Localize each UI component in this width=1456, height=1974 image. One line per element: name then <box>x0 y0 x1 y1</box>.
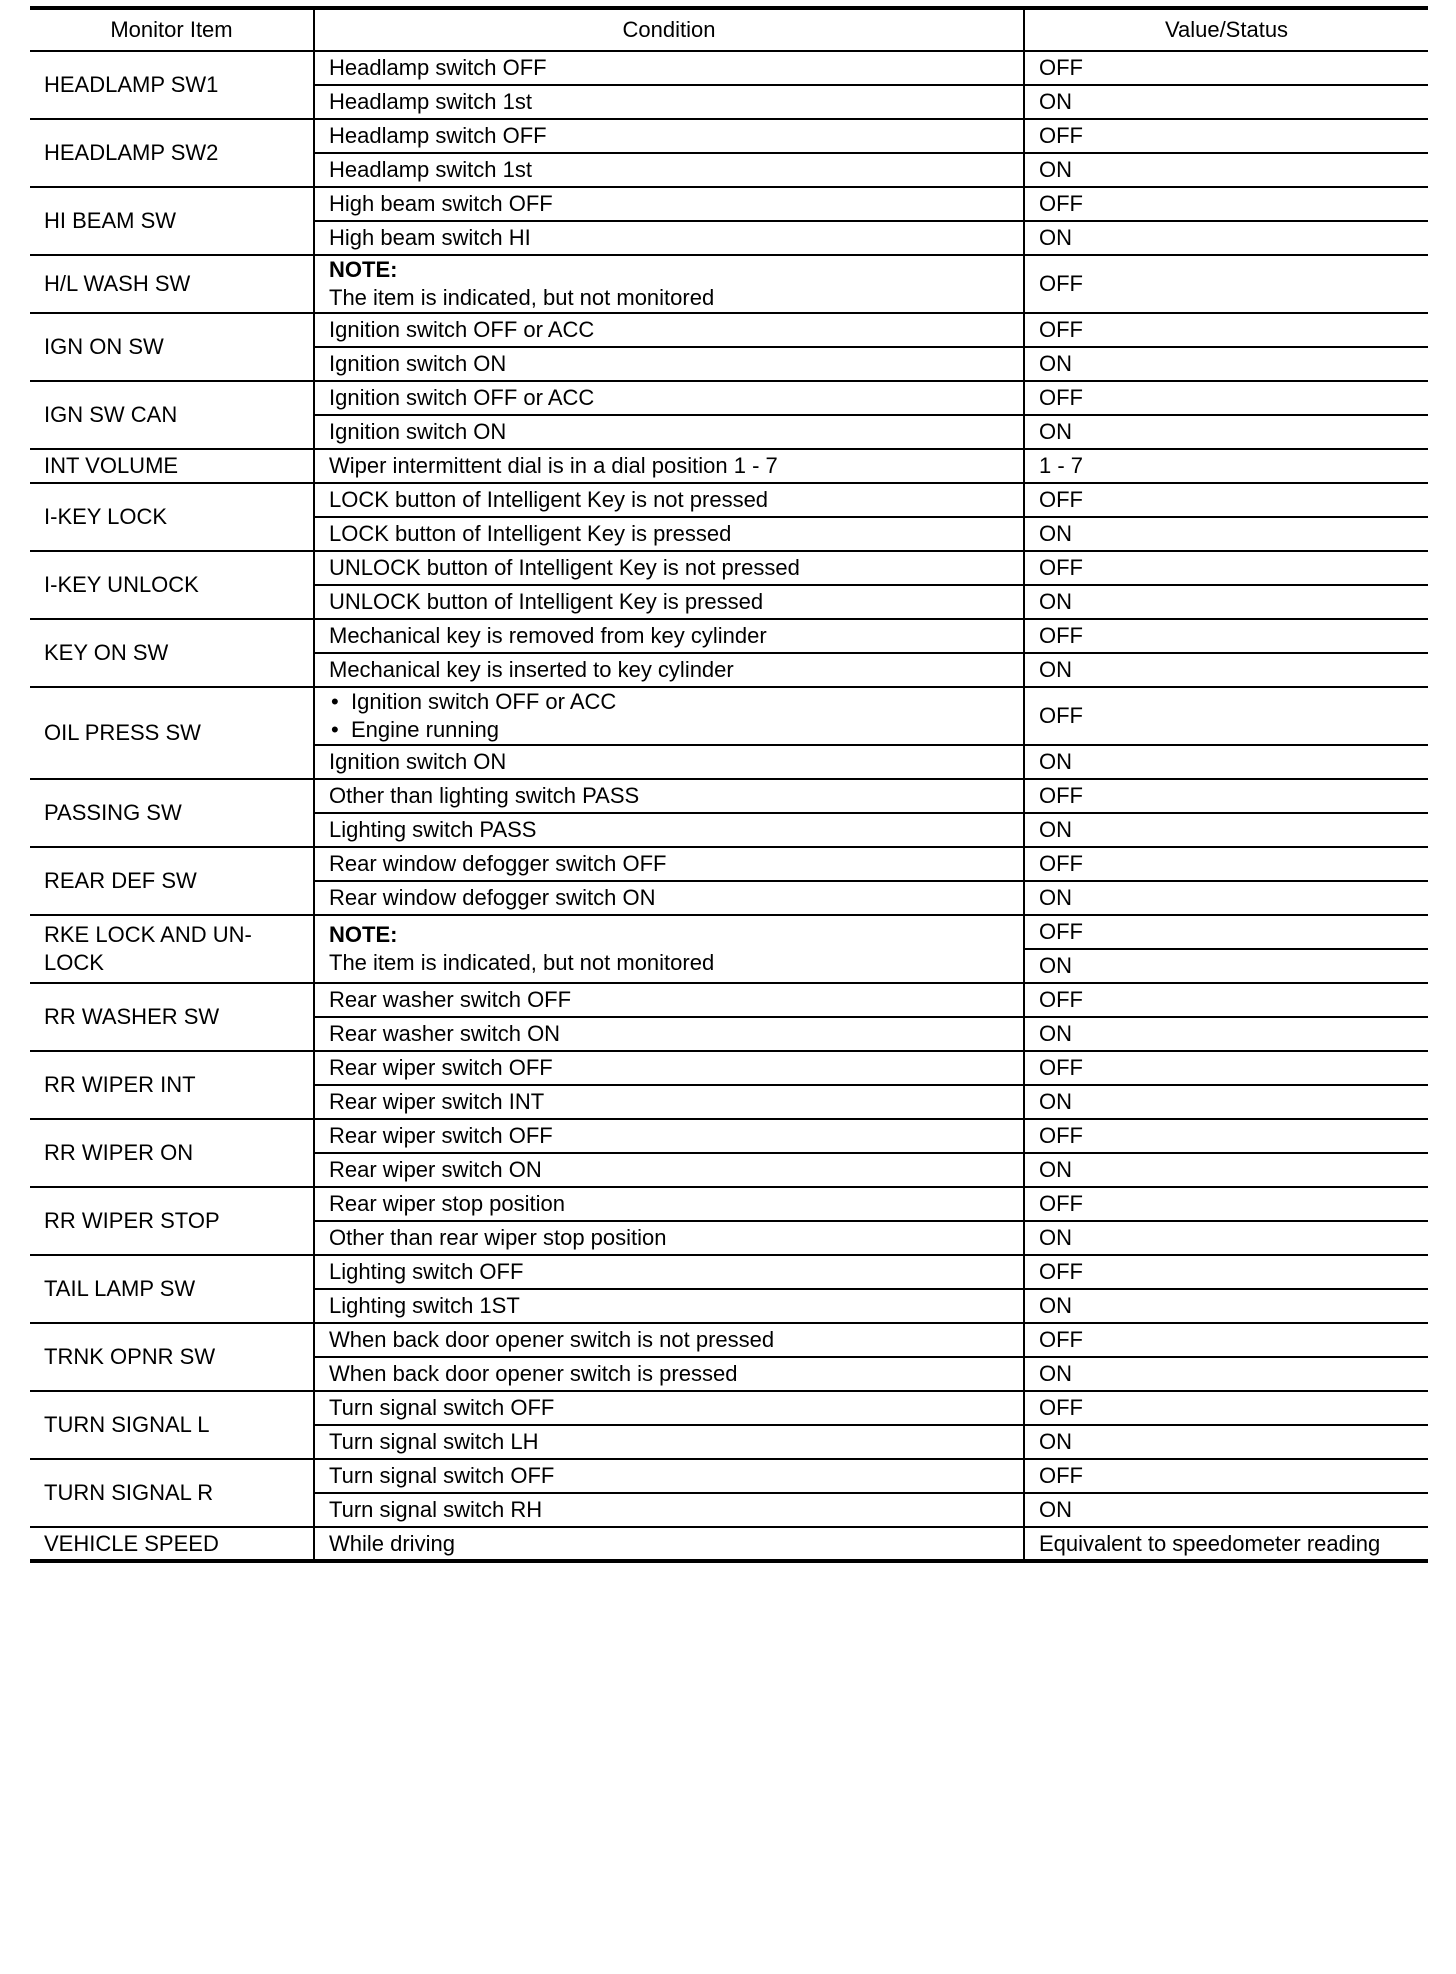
table-row <box>30 687 1428 745</box>
value-cell: OFF <box>1024 1119 1428 1153</box>
condition-cell: Other than lighting switch PASS <box>314 779 1024 813</box>
condition-cell: Rear window defogger switch ON <box>314 881 1024 915</box>
condition-cell: LOCK button of Intelligent Key is not pressed <box>314 483 1024 517</box>
condition-cell: Rear wiper switch OFF <box>314 1119 1024 1153</box>
value-cell: ON <box>1024 745 1428 779</box>
monitor-item-name: INT VOLUME <box>30 449 314 483</box>
value-cell: OFF <box>1024 687 1428 745</box>
monitor-item-name: HEADLAMP SW1 <box>30 51 314 119</box>
table-row <box>30 847 1428 881</box>
condition-cell: Lighting switch 1ST <box>314 1289 1024 1323</box>
condition-cell: Rear wiper switch ON <box>314 1153 1024 1187</box>
condition-cell: When back door opener switch is pressed <box>314 1357 1024 1391</box>
value-cell: OFF <box>1024 51 1428 85</box>
table-row <box>30 551 1428 585</box>
note-title: NOTE: <box>329 257 398 282</box>
condition-cell: Ignition switch ON <box>314 745 1024 779</box>
table-row <box>30 779 1428 813</box>
value-cell: ON <box>1024 1221 1428 1255</box>
condition-cell: Turn signal switch RH <box>314 1493 1024 1527</box>
condition-cell: When back door opener switch is not pressed <box>314 1323 1024 1357</box>
value-cell: OFF <box>1024 915 1428 949</box>
value-cell: OFF <box>1024 313 1428 347</box>
table-row <box>30 1323 1428 1357</box>
value-cell: OFF <box>1024 619 1428 653</box>
condition-cell: Wiper intermittent dial is in a dial position 1 - 7 <box>314 449 1024 483</box>
value-cell: OFF <box>1024 255 1428 313</box>
table-row <box>30 449 1428 483</box>
table-row <box>30 1255 1428 1289</box>
value-cell: OFF <box>1024 1459 1428 1493</box>
monitor-item-name: RR WIPER INT <box>30 1051 314 1119</box>
value-cell: OFF <box>1024 779 1428 813</box>
value-cell: ON <box>1024 653 1428 687</box>
table-row <box>30 1459 1428 1493</box>
value-cell: ON <box>1024 517 1428 551</box>
table-row <box>30 483 1428 517</box>
table-row <box>30 187 1428 221</box>
table-row <box>30 255 1428 313</box>
condition-cell: Turn signal switch OFF <box>314 1459 1024 1493</box>
monitor-item-name: PASSING SW <box>30 779 314 847</box>
table-row <box>30 1051 1428 1085</box>
condition-cell: Headlamp switch 1st <box>314 153 1024 187</box>
table-row <box>30 119 1428 153</box>
table-row <box>30 313 1428 347</box>
value-cell: OFF <box>1024 1187 1428 1221</box>
condition-bullet: • Engine running <box>329 716 1009 744</box>
table-row <box>30 1527 1428 1561</box>
condition-cell: Lighting switch OFF <box>314 1255 1024 1289</box>
note-text: The item is indicated, but not monitored <box>329 950 715 975</box>
header-monitor-item: Monitor Item <box>30 8 314 51</box>
monitor-item-name: HI BEAM SW <box>30 187 314 255</box>
value-cell: ON <box>1024 1493 1428 1527</box>
condition-cell: Turn signal switch LH <box>314 1425 1024 1459</box>
value-cell: 1 - 7 <box>1024 449 1428 483</box>
monitor-item-name: TRNK OPNR SW <box>30 1323 314 1391</box>
condition-cell: Mechanical key is inserted to key cylinder <box>314 653 1024 687</box>
value-cell: ON <box>1024 881 1428 915</box>
condition-cell: Rear washer switch OFF <box>314 983 1024 1017</box>
value-cell: OFF <box>1024 1255 1428 1289</box>
condition-cell: Ignition switch OFF or ACC <box>314 381 1024 415</box>
condition-cell: Ignition switch ON <box>314 347 1024 381</box>
monitor-item-name: RR WIPER ON <box>30 1119 314 1187</box>
value-cell: OFF <box>1024 847 1428 881</box>
value-cell: ON <box>1024 1017 1428 1051</box>
value-cell: ON <box>1024 221 1428 255</box>
monitor-item-name: HEADLAMP SW2 <box>30 119 314 187</box>
value-cell: OFF <box>1024 381 1428 415</box>
condition-cell: LOCK button of Intelligent Key is pressed <box>314 517 1024 551</box>
condition-cell: Rear wiper stop position <box>314 1187 1024 1221</box>
table-row <box>30 915 1428 949</box>
value-cell: OFF <box>1024 983 1428 1017</box>
condition-cell: Ignition switch OFF or ACC <box>314 313 1024 347</box>
table-row <box>30 1391 1428 1425</box>
value-cell: OFF <box>1024 483 1428 517</box>
value-cell: ON <box>1024 813 1428 847</box>
value-cell: OFF <box>1024 1323 1428 1357</box>
condition-cell: Turn signal switch OFF <box>314 1391 1024 1425</box>
monitor-item-name: RR WIPER STOP <box>30 1187 314 1255</box>
condition-cell: Ignition switch ON <box>314 415 1024 449</box>
value-cell: OFF <box>1024 551 1428 585</box>
condition-bullet-list <box>329 688 1009 744</box>
monitor-item-name: TAIL LAMP SW <box>30 1255 314 1323</box>
condition-cell: Headlamp switch OFF <box>314 119 1024 153</box>
monitor-item-name: RKE LOCK AND UN-LOCK <box>30 915 314 983</box>
table-row <box>30 381 1428 415</box>
value-cell: ON <box>1024 585 1428 619</box>
value-cell: OFF <box>1024 119 1428 153</box>
condition-cell: Rear window defogger switch OFF <box>314 847 1024 881</box>
condition-cell: High beam switch HI <box>314 221 1024 255</box>
note-text: The item is indicated, but not monitored <box>329 285 715 310</box>
monitor-item-name: IGN ON SW <box>30 313 314 381</box>
value-cell: ON <box>1024 1289 1428 1323</box>
value-cell: ON <box>1024 415 1428 449</box>
table-row <box>30 1187 1428 1221</box>
value-cell: ON <box>1024 1425 1428 1459</box>
condition-cell: Other than rear wiper stop position <box>314 1221 1024 1255</box>
condition-cell: Rear wiper switch OFF <box>314 1051 1024 1085</box>
condition-cell: While driving <box>314 1527 1024 1561</box>
monitor-item-name: TURN SIGNAL R <box>30 1459 314 1527</box>
condition-cell: UNLOCK button of Intelligent Key is not pressed <box>314 551 1024 585</box>
table-header-row <box>30 8 1428 51</box>
value-cell: ON <box>1024 153 1428 187</box>
value-cell: Equivalent to speedometer reading <box>1024 1527 1428 1561</box>
table-row <box>30 983 1428 1017</box>
condition-cell: Headlamp switch OFF <box>314 51 1024 85</box>
monitor-item-name: I-KEY UNLOCK <box>30 551 314 619</box>
condition-bullet: • Ignition switch OFF or ACC <box>329 688 1009 716</box>
monitor-item-name: VEHICLE SPEED <box>30 1527 314 1561</box>
value-cell: OFF <box>1024 1051 1428 1085</box>
condition-bullet-cell <box>314 687 1024 745</box>
table-row <box>30 51 1428 85</box>
value-cell: ON <box>1024 949 1428 983</box>
monitor-item-name: H/L WASH SW <box>30 255 314 313</box>
condition-cell: Mechanical key is removed from key cylinder <box>314 619 1024 653</box>
monitor-item-name: RR WASHER SW <box>30 983 314 1051</box>
condition-cell: UNLOCK button of Intelligent Key is pressed <box>314 585 1024 619</box>
value-cell: ON <box>1024 1153 1428 1187</box>
value-cell: OFF <box>1024 1391 1428 1425</box>
condition-cell: Lighting switch PASS <box>314 813 1024 847</box>
value-cell: ON <box>1024 1085 1428 1119</box>
condition-note-cell <box>314 915 1024 983</box>
table-row <box>30 619 1428 653</box>
header-value-status: Value/Status <box>1024 8 1428 51</box>
value-cell: ON <box>1024 1357 1428 1391</box>
header-condition: Condition <box>314 8 1024 51</box>
table-row <box>30 1119 1428 1153</box>
condition-cell: High beam switch OFF <box>314 187 1024 221</box>
monitor-item-name: I-KEY LOCK <box>30 483 314 551</box>
condition-cell: Rear washer switch ON <box>314 1017 1024 1051</box>
condition-note-cell <box>314 255 1024 313</box>
value-cell: ON <box>1024 85 1428 119</box>
value-cell: OFF <box>1024 187 1428 221</box>
note-title: NOTE: <box>329 922 398 947</box>
monitor-item-table <box>30 6 1428 1563</box>
monitor-item-name: OIL PRESS SW <box>30 687 314 779</box>
monitor-item-name: TURN SIGNAL L <box>30 1391 314 1459</box>
value-cell: ON <box>1024 347 1428 381</box>
monitor-item-name: REAR DEF SW <box>30 847 314 915</box>
monitor-item-name: IGN SW CAN <box>30 381 314 449</box>
monitor-item-name: KEY ON SW <box>30 619 314 687</box>
condition-cell: Headlamp switch 1st <box>314 85 1024 119</box>
condition-cell: Rear wiper switch INT <box>314 1085 1024 1119</box>
